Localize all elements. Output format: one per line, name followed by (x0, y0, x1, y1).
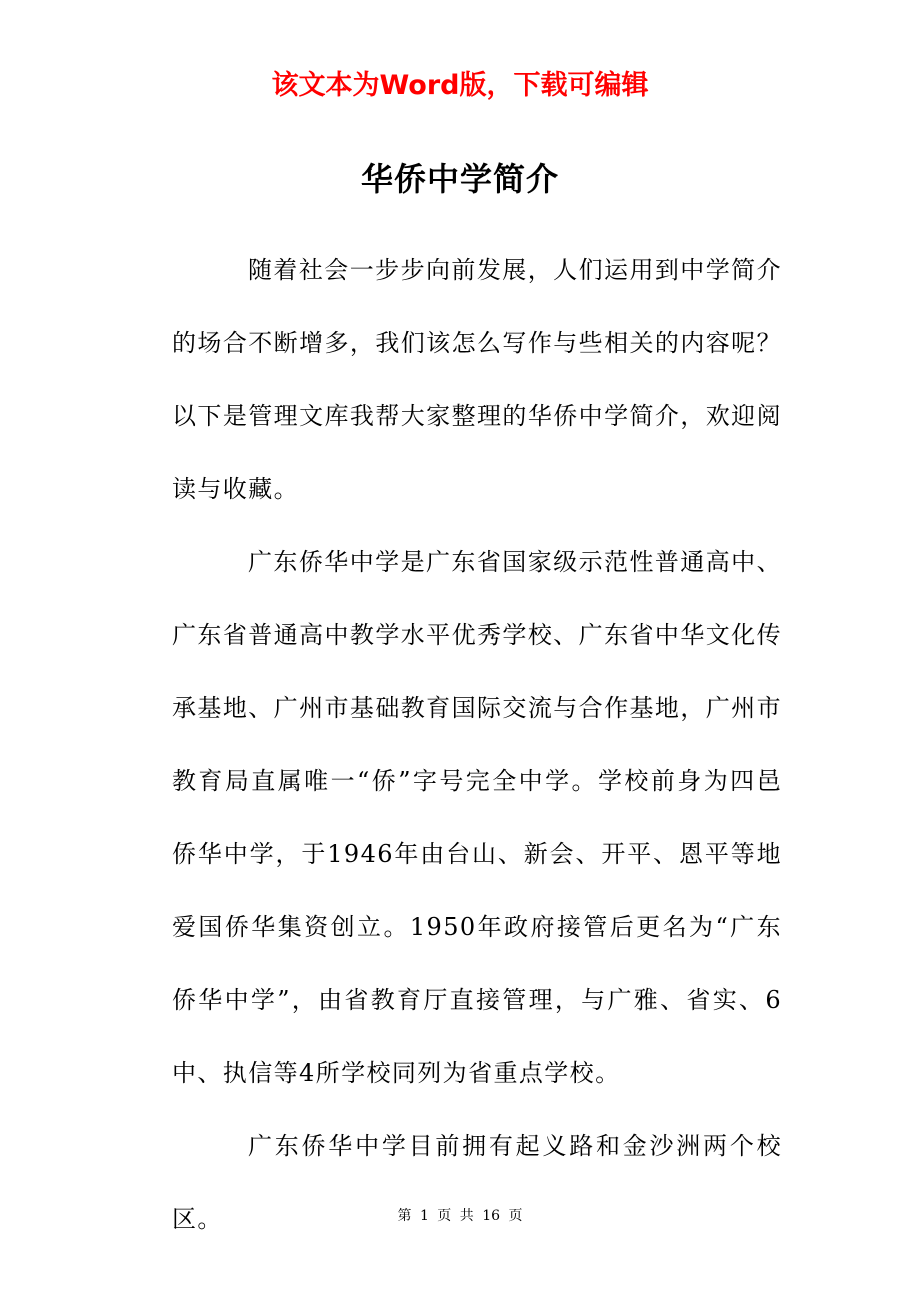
paragraph-school-history: 广东侨华中学是广东省国家级示范性普通高中、广东省普通高中教学水平优秀学校、广东省中华文化传承基地、广州市基础教育国际交流与合作基地，广州市教育局直属唯一“侨”字号完全中学。学校前身为四邑侨华中学，于1946年由台山、新会、开平、恩平等地爱国侨华集资创立。1950年政府接管后更名为“广东侨华中学”，由省教育厅直接管理，与广雅、省实、6中、执信等4所学校同列为省重点学校。 (172, 548, 782, 1087)
paragraph-intro: 随着社会一步步向前发展，人们运用到中学简介的场合不断增多，我们该怎么写作与些相关的内容呢？以下是管理文库我帮大家整理的华侨中学简介，欢迎阅读与收藏。 (172, 256, 782, 503)
document-title: 华侨中学简介 (360, 160, 559, 198)
editable-notice-banner: 该文本为Word版，下载可编辑 (271, 70, 649, 101)
paragraph-campuses: 广东侨华中学目前拥有起义路和金沙洲两个校区。 (172, 1132, 782, 1233)
page-number-footer: 第 1 页 共 16 页 (397, 1208, 523, 1224)
document-body (172, 234, 782, 1256)
